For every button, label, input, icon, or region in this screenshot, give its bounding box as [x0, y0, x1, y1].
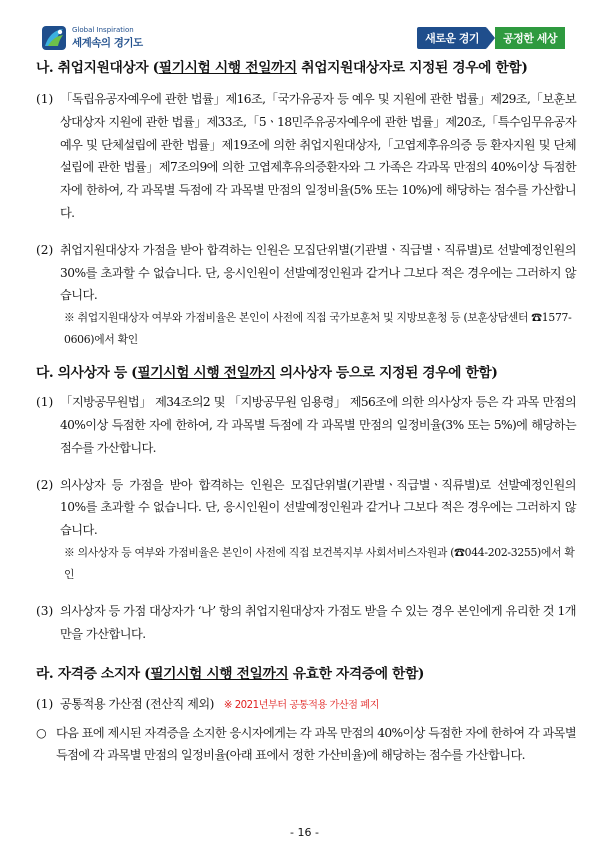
section-title-text: 라. 자격증 소지자 (: [36, 665, 151, 682]
section-ra-title: [36, 664, 576, 684]
item-text: 「지방공무원법」 제34조의2 및 「지방공무원 임용령」 제56조에 의한 의사상자 등은 각 과목 만점의 40%이상 득점한 자에 한하여, 각 과목별 득점에 각 과목별 만점의 일정비율(3% 또는 5%)에 해당하는 점수를 가산합니다.: [60, 395, 576, 455]
section-title-text: 나. 취업지원대상자 (: [36, 60, 159, 76]
section-title-underlined: 필기시험 시행 전일까지: [150, 665, 289, 682]
slogan-arrow-icon: [487, 28, 495, 48]
section-title-text: 다. 의사상자 등 (: [36, 365, 138, 382]
item-text: 의사상자 등 가점 대상자가 ‘나’ 항의 취업지원대상자 가점도 받을 수 있는 경우 본인에게 유리한 것 1개만을 가산합니다.: [60, 603, 576, 641]
slogan-banner: [417, 28, 565, 48]
item-text: 「독립유공자예우에 관한 법률」제16조,「국가유공자 등 예우 및 지원에 관한 법률」제29조,「보훈보상대상자 지원에 관한 법률」제33조,「5ㆍ18민주유공자예우에 관한 법률」제20조,「특수임무유공자 예우 및 단체설립에 관한 법률」제19조에 의한 취업지원대상자,「고엽제후유의증 등 환자지원 및 단체설립에 관한 법률」제7조의9에 의한 고엽제후유의증환자와 그 가족은 각과목 만점의 40%이상 득점한 자에 한하여, 각 과목별 득점에 각 과목별 만점의 일정비율(5% 또는 10%)에 해당하는 점수를 가산합니다.: [60, 92, 576, 220]
section-na-item-1: [36, 88, 576, 225]
section-da-note: ※ 의사상자 등 여부와 가점비율은 본인이 사전에 직접 보건복지부 사회서비스자원과 (☎044-202-3255)에서 확인: [64, 545, 575, 581]
item-text: 취업지원대상자 가점을 받아 합격하는 인원은 모집단위별(기관별ㆍ직급별ㆍ직류별)로 선발예정인원의 30%를 초과할 수 없습니다. 단, 응시인원이 선발예정인원과 같거나 그보다 적은 경우에는 그러하지 않습니다.: [60, 242, 576, 303]
item-number: (3): [36, 603, 54, 618]
circle-bullet-icon: ○: [36, 725, 47, 740]
item-heading: 공통적용 가산점: [60, 696, 143, 711]
section-da-item-2: [36, 474, 576, 542]
section-da-title: [36, 363, 576, 383]
item-heading-paren: (전산직 제외): [142, 696, 214, 711]
logo-subtitle: Global Inspiration: [72, 26, 134, 34]
item-number: (2): [36, 477, 54, 492]
section-title-underlined: 필기시험 시행 전일까지: [158, 60, 297, 76]
gyeonggi-logo: [40, 24, 150, 52]
logo-name: 세계속의 경기도: [72, 37, 143, 49]
section-title-text: 의사상자 등으로 지정된 경우에 한함): [275, 365, 498, 382]
section-na-title: [36, 58, 576, 78]
item-number: (2): [36, 242, 54, 257]
document-body: [36, 58, 576, 767]
section-da-item-3: [36, 600, 576, 646]
gyeonggi-emblem-icon: [40, 24, 68, 52]
section-na-note: ※ 취업지원대상자 여부와 가점비율은 본인이 사전에 직접 국가보훈처 및 지방보훈청 등 (보훈상담센터 ☎1577-0606)에서 확인: [64, 311, 572, 347]
item-number: (1): [36, 696, 54, 711]
bullet-text: 다음 표에 제시된 자격증을 소지한 응시자에게는 각 과목 만점의 40%이상 득점한 자에 한하여 각 과목별 득점에 각 과목별 만점의 일정비율(아래 표에서 정한 가산비율)에 해당하는 점수를 가산합니다.: [56, 725, 576, 763]
slogan-part-2: 공정한 세상: [495, 27, 565, 49]
section-ra-bullet: [36, 722, 576, 768]
section-na-item-2: [36, 239, 576, 307]
item-text: 의사상자 등 가점을 받아 합격하는 인원은 모집단위별(기관별ㆍ직급별ㆍ직류별)로 선발예정인원의 10%를 초과할 수 없습니다. 단, 응시인원이 선발예정인원과 같거나 그보다 적은 경우에는 그러하지 않습니다.: [60, 477, 576, 538]
page-number: - 16 -: [290, 826, 319, 839]
item-number: (1): [36, 92, 54, 106]
section-ra-item-1: [36, 694, 576, 716]
section-da-item-1: [36, 391, 576, 459]
section-title-underlined: 필기시험 시행 전일까지: [137, 365, 276, 382]
section-title-text: 유효한 자격증에 한함): [288, 665, 425, 682]
item-number: (1): [36, 395, 54, 410]
abolished-notice: ※ 2021년부터 공통적용 가산점 폐지: [223, 699, 379, 711]
slogan-part-1: 새로운 경기: [417, 27, 487, 49]
section-title-text: 취업지원대상자로 지정된 경우에 한함): [296, 60, 528, 76]
